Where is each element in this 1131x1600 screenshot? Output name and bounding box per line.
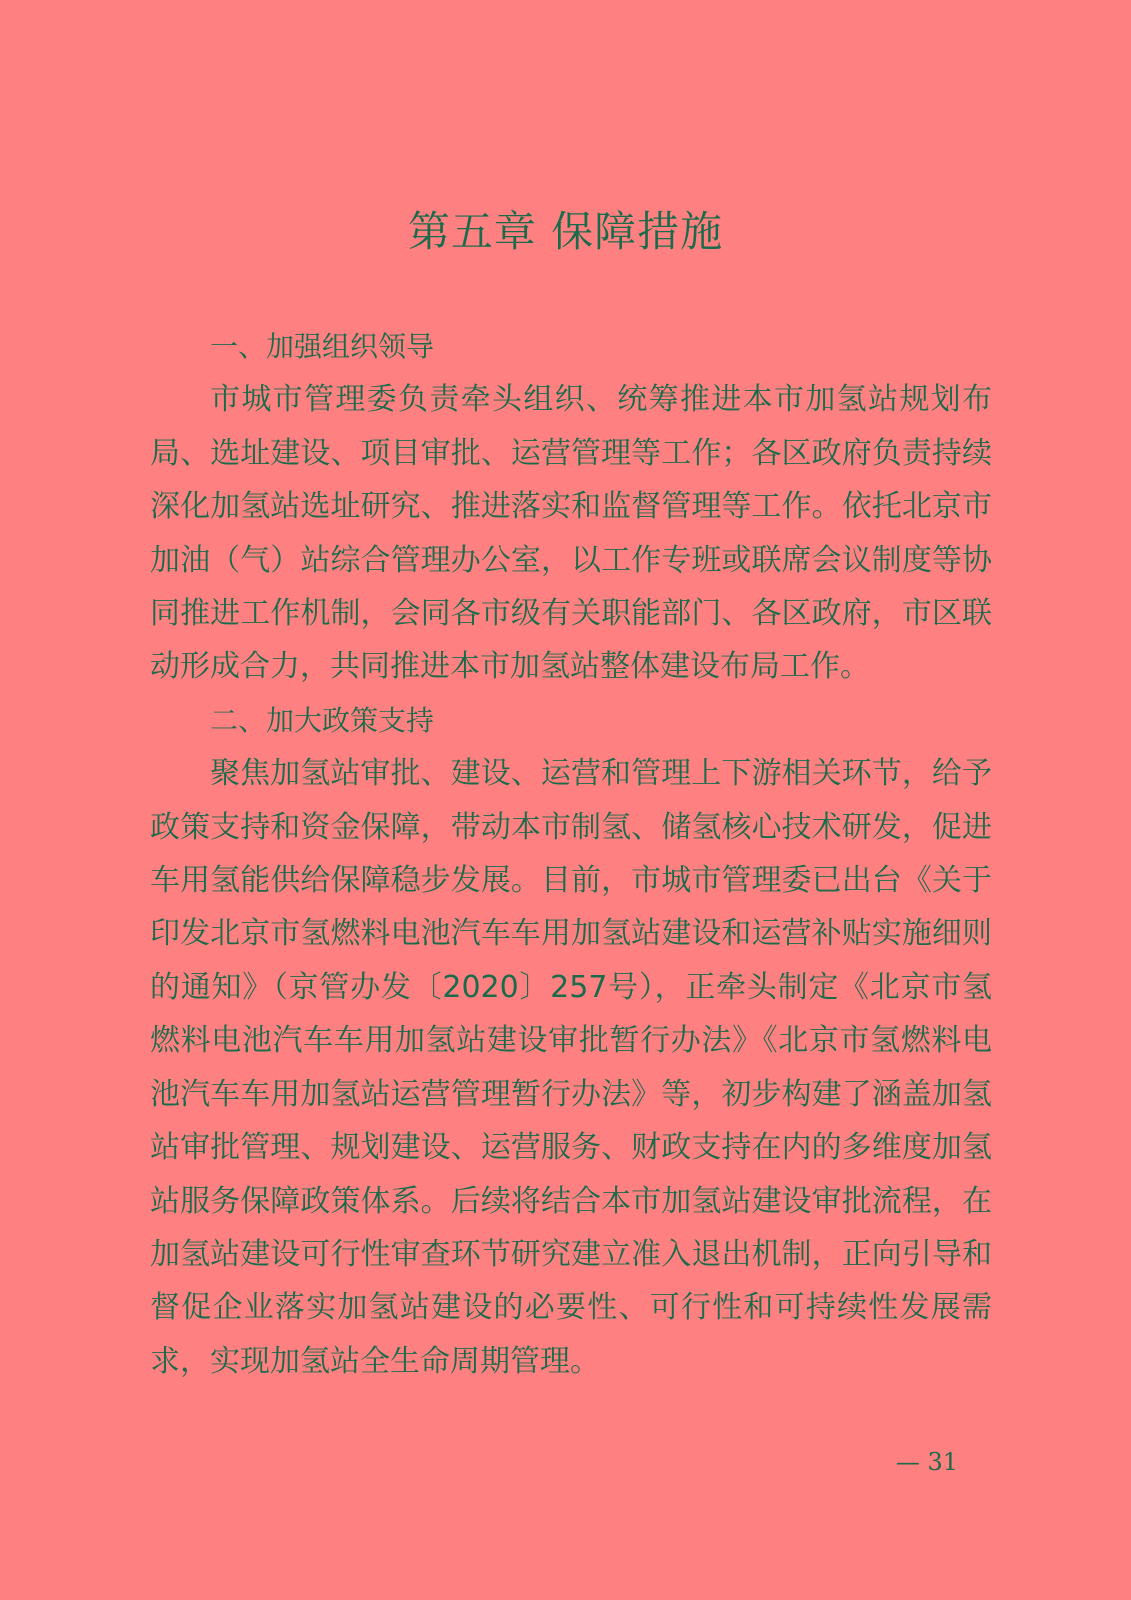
section-heading-1: 一、加强组织领导 xyxy=(210,330,435,363)
section-paragraph-1: 市城市管理委负责牵头组织、统筹推进本市加氢站规划布局、选址建设、项目审批、运营管理等工作；各区政府负责持续深化加氢站选址研究、推进落实和监督管理等工作。依托北京市加油（气）站综合管理办公室，以工作专班或联席会议制度等协同推进工作机制，会同各市级有关职能部门、各区政府，市区联动形成合力，共同推进本市加氢站整体建设布局工作。 xyxy=(150,382,992,685)
section-heading-2: 二、加大政策支持 xyxy=(210,703,435,737)
section-paragraph-2: 聚焦加氢站审批、建设、运营和管理上下游相关环节，给予政策支持和资金保障，带动本市制氢、储氢核心技术研发，促进车用氢能供给保障稳步发展。目前，市城市管理委已出台《关于印发北京市氢燃料电池汽车车用加氢站建设和运营补贴实施细则的通知》（京管办发〔2020〕257号），正牵头制定《北京市氢燃料电池汽车车用加氢站建设审批暂行办法》《北京市氢燃料电池汽车车用加氢站运营管理暂行办法》等，初步构建了涵盖加氢站审批管理、规划建设、运营服务、财政支持在内的多维度加氢站服务保障政策体系。后续将结合本市加氢站建设审批流程，在加氢站建设可行性审查环节研究建立准入退出机制，正向引导和督促企业落实加氢站建设的必要性、可行性和可持续性发展需求，实现加氢站全生命周期管理。 xyxy=(150,756,992,1379)
body-text xyxy=(150,320,992,1388)
page-number: — 31 xyxy=(895,1448,958,1476)
chapter-title: 第五章 保障措施 xyxy=(407,207,724,256)
